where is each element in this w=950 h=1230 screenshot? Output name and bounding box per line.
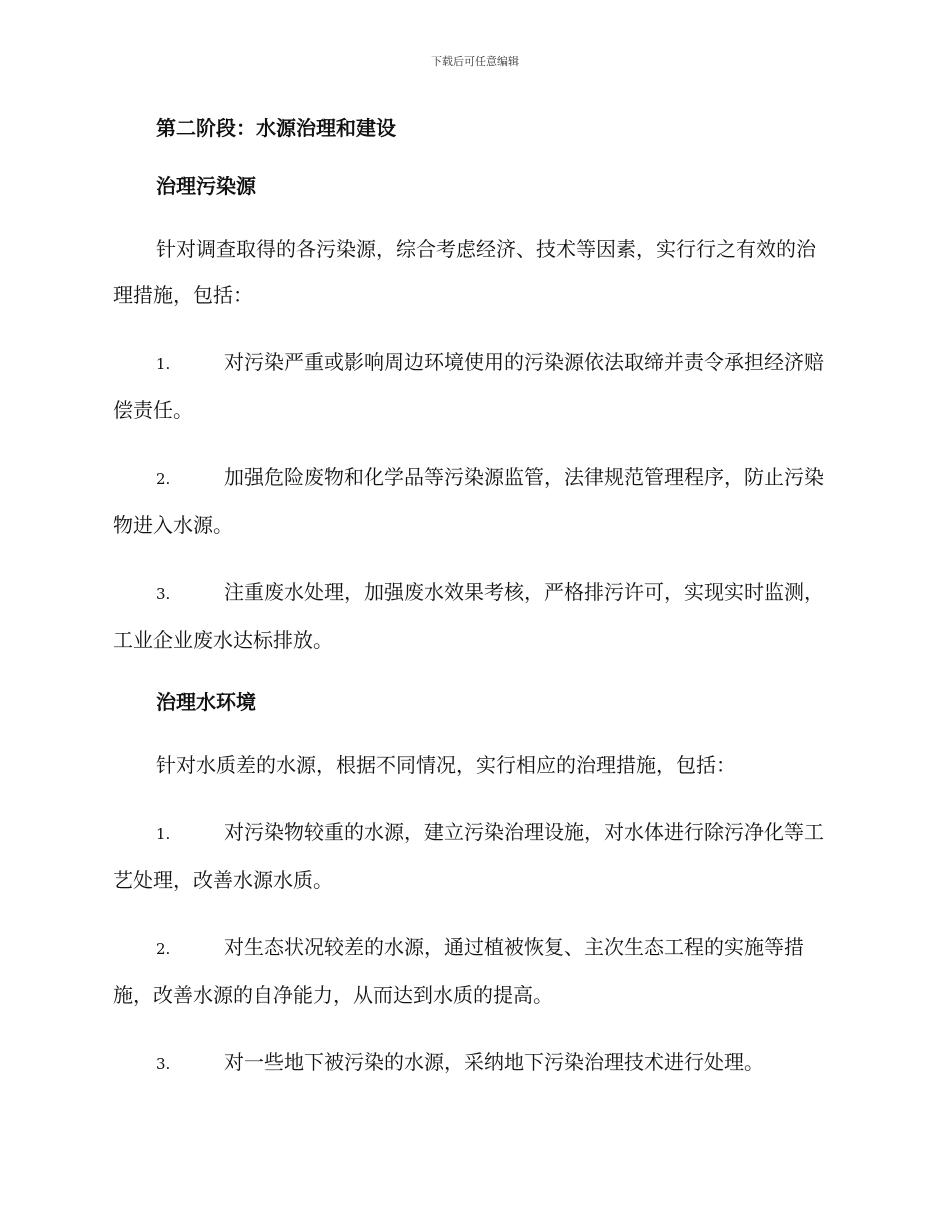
section-heading-water-environment: 治理水环境 xyxy=(156,690,256,714)
list-item xyxy=(113,924,833,1018)
list-item-text: 对污染严重或影响周边环境使用的污染源依法取缔并责令承担经济赔偿责任。 xyxy=(113,350,824,422)
list-item-text: 注重废水处理，加强废水效果考核，严格排污许可，实现实时监测，工业企业废水达标排放。 xyxy=(113,580,824,652)
list-item-number: 2. xyxy=(156,470,171,488)
list-item-number: 1. xyxy=(156,355,171,373)
list-item xyxy=(113,809,833,903)
list-item xyxy=(113,569,833,663)
list-item xyxy=(113,339,833,433)
list-item-text: 对生态状况较差的水源，通过植被恢复、主次生态工程的实施等措施，改善水源的自净能力，从而达到水质的提高。 xyxy=(113,935,804,1007)
section-heading-pollution-sources: 治理污染源 xyxy=(156,174,256,198)
list-item-number: 2. xyxy=(156,940,171,958)
page-header: 下载后可任意编辑 xyxy=(431,55,519,68)
list-item-number: 3. xyxy=(156,585,171,603)
list-item-text: 加强危险废物和化学品等污染源监管，法律规范管理程序，防止污染物进入水源。 xyxy=(113,465,824,537)
stage-heading: 第二阶段：水源治理和建设 xyxy=(156,116,396,140)
list-item-number: 1. xyxy=(156,825,171,843)
section-intro-water-environment: 针对水质差的水源，根据不同情况，实行相应的治理措施，包括： xyxy=(156,753,736,777)
document-body xyxy=(113,110,833,1108)
list-item-text: 对一些地下被污染的水源，采纳地下污染治理技术进行处理。 xyxy=(224,1050,764,1074)
list-item xyxy=(113,1039,833,1087)
list-item-number: 3. xyxy=(156,1055,171,1073)
list-item xyxy=(113,454,833,548)
list-item-text: 对污染物较重的水源，建立污染治理设施，对水体进行除污净化等工艺处理，改善水源水质。 xyxy=(113,820,824,892)
section-intro-pollution-sources: 针对调查取得的各污染源，综合考虑经济、技术等因素，实行行之有效的治理措施，包括： xyxy=(113,237,816,307)
